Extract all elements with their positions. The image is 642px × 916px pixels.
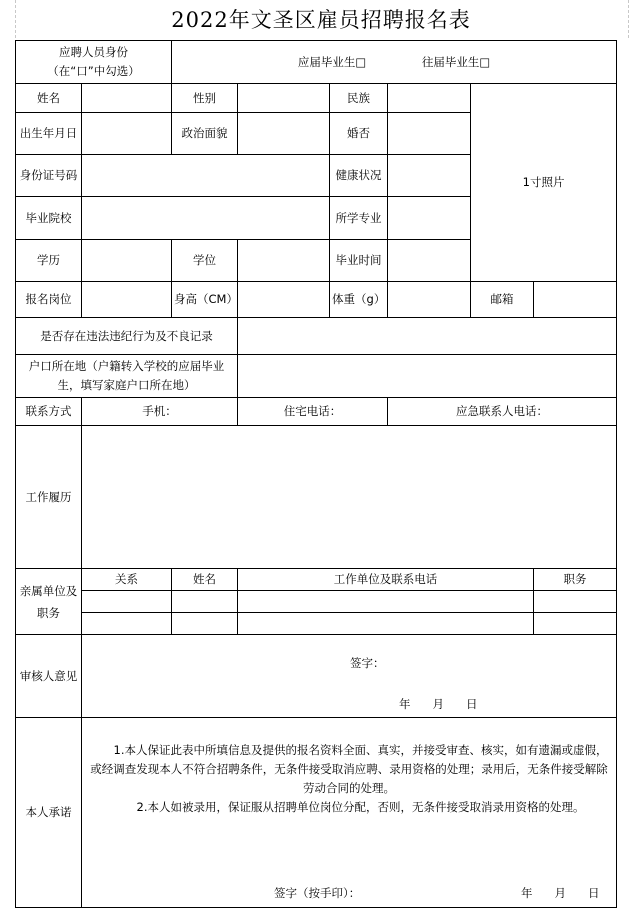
relatives-cell-name[interactable] [172, 613, 238, 635]
pledge-date-month: 月 [554, 886, 566, 900]
field-home-phone[interactable]: 住宅电话： [238, 398, 388, 426]
input-violation-record[interactable] [238, 318, 617, 355]
pledge-date [521, 884, 600, 903]
option-fresh-graduate-label: 应届毕业生 [297, 54, 356, 69]
label-ethnicity: 民族 [330, 84, 388, 113]
label-work-history: 工作履历 [16, 426, 82, 569]
pledge-paragraph-1: 1.本人保证此表中所填信息及提供的报名资料全面、真实，并接受审查、核实，如有遗漏或虚假，或经调查发现本人不符合招聘条件，无条件接受取消应聘、录用资格的处理；录用后，无条件接受解除劳动合同的处理。 [90, 743, 608, 795]
label-health: 健康状况 [330, 155, 388, 197]
field-mobile[interactable]: 手机： [82, 398, 238, 426]
pledge-signature-label[interactable]: 签字（按手印）： [274, 886, 361, 900]
identity-label [16, 41, 172, 84]
relatives-cell-relation[interactable] [82, 591, 172, 613]
input-graduation-time[interactable] [388, 240, 471, 282]
label-id-number: 身份证号码 [16, 155, 82, 197]
review-signature-label: 签字： [350, 656, 385, 670]
input-work-history[interactable] [82, 426, 617, 569]
input-health[interactable] [388, 155, 471, 197]
label-degree: 学位 [172, 240, 238, 282]
identity-options [172, 41, 617, 84]
label-political-status: 政治面貌 [172, 113, 238, 155]
input-household[interactable] [238, 355, 617, 398]
input-ethnicity[interactable] [388, 84, 471, 113]
label-household: 户口所在地（户籍转入学校的应届毕业生，填写家庭户口所在地） [16, 355, 238, 398]
input-marital-status[interactable] [388, 113, 471, 155]
input-political-status[interactable] [238, 113, 330, 155]
label-marital-status: 婚否 [330, 113, 388, 155]
review-date-year: 年 [399, 697, 411, 711]
input-name[interactable] [82, 84, 172, 113]
identity-label-line2: （在“口”中勾选） [47, 64, 140, 78]
review-date [399, 695, 478, 714]
relatives-cell-workplace[interactable] [238, 591, 534, 613]
review-date-day: 日 [466, 697, 478, 711]
relatives-row [16, 613, 617, 635]
photo-box[interactable]: 1寸照片 [471, 84, 617, 282]
label-position: 报名岗位 [16, 282, 82, 318]
identity-label-line1: 应聘人员身份 [59, 45, 128, 59]
relatives-header-name: 姓名 [172, 569, 238, 591]
input-birth-date[interactable] [82, 113, 172, 155]
label-education: 学历 [16, 240, 82, 282]
input-position[interactable] [82, 282, 172, 318]
pledge-date-day: 日 [588, 886, 600, 900]
input-weight[interactable] [388, 282, 471, 318]
input-id-number[interactable] [82, 155, 330, 197]
label-name: 姓名 [16, 84, 82, 113]
input-gender[interactable] [238, 84, 330, 113]
label-relatives: 亲属单位及职务 [16, 569, 82, 635]
relatives-cell-relation[interactable] [82, 613, 172, 635]
label-violation-record: 是否存在违法违纪行为及不良记录 [16, 318, 238, 355]
option-fresh-graduate[interactable] [298, 55, 366, 69]
registration-form [15, 40, 617, 908]
label-major: 所学专业 [330, 197, 388, 240]
pledge-paragraph-2: 2.本人如被录用，保证服从招聘单位岗位分配，否则，无条件接受取消录用资格的处理。 [136, 800, 585, 814]
label-weight: 体重（g） [330, 282, 388, 318]
form-title: 2022年文圣区雇员招聘报名表 [171, 8, 471, 32]
label-gender: 性别 [172, 84, 238, 113]
checkbox-past-graduate[interactable]: □ [479, 54, 491, 69]
pledge-area [82, 718, 617, 908]
relatives-header-relation: 关系 [82, 569, 172, 591]
input-degree[interactable] [238, 240, 330, 282]
pledge-date-year: 年 [521, 886, 533, 900]
option-past-graduate-label: 往届毕业生 [421, 54, 480, 69]
relatives-row [16, 591, 617, 613]
relatives-header-title: 职务 [534, 569, 617, 591]
relatives-header-workplace: 工作单位及联系电话 [238, 569, 534, 591]
relatives-cell-title[interactable] [534, 591, 617, 613]
input-height[interactable] [238, 282, 330, 318]
checkbox-fresh-graduate[interactable]: □ [355, 54, 367, 69]
label-contact: 联系方式 [16, 398, 82, 426]
field-emergency-phone[interactable]: 应急联系人电话： [388, 398, 617, 426]
review-area[interactable] [82, 635, 617, 718]
relatives-cell-workplace[interactable] [238, 613, 534, 635]
label-review: 审核人意见 [16, 635, 82, 718]
input-email[interactable] [534, 282, 617, 318]
label-email: 邮箱 [471, 282, 534, 318]
label-school: 毕业院校 [16, 197, 82, 240]
option-past-graduate[interactable] [422, 55, 490, 69]
input-major[interactable] [388, 197, 471, 240]
label-birth-date: 出生年月日 [16, 113, 82, 155]
input-education[interactable] [82, 240, 172, 282]
label-pledge: 本人承诺 [16, 718, 82, 908]
label-height: 身高（CM） [172, 282, 238, 318]
input-school[interactable] [82, 197, 330, 240]
relatives-cell-title[interactable] [534, 613, 617, 635]
label-graduation-time: 毕业时间 [330, 240, 388, 282]
relatives-cell-name[interactable] [172, 591, 238, 613]
review-date-month: 月 [432, 697, 444, 711]
